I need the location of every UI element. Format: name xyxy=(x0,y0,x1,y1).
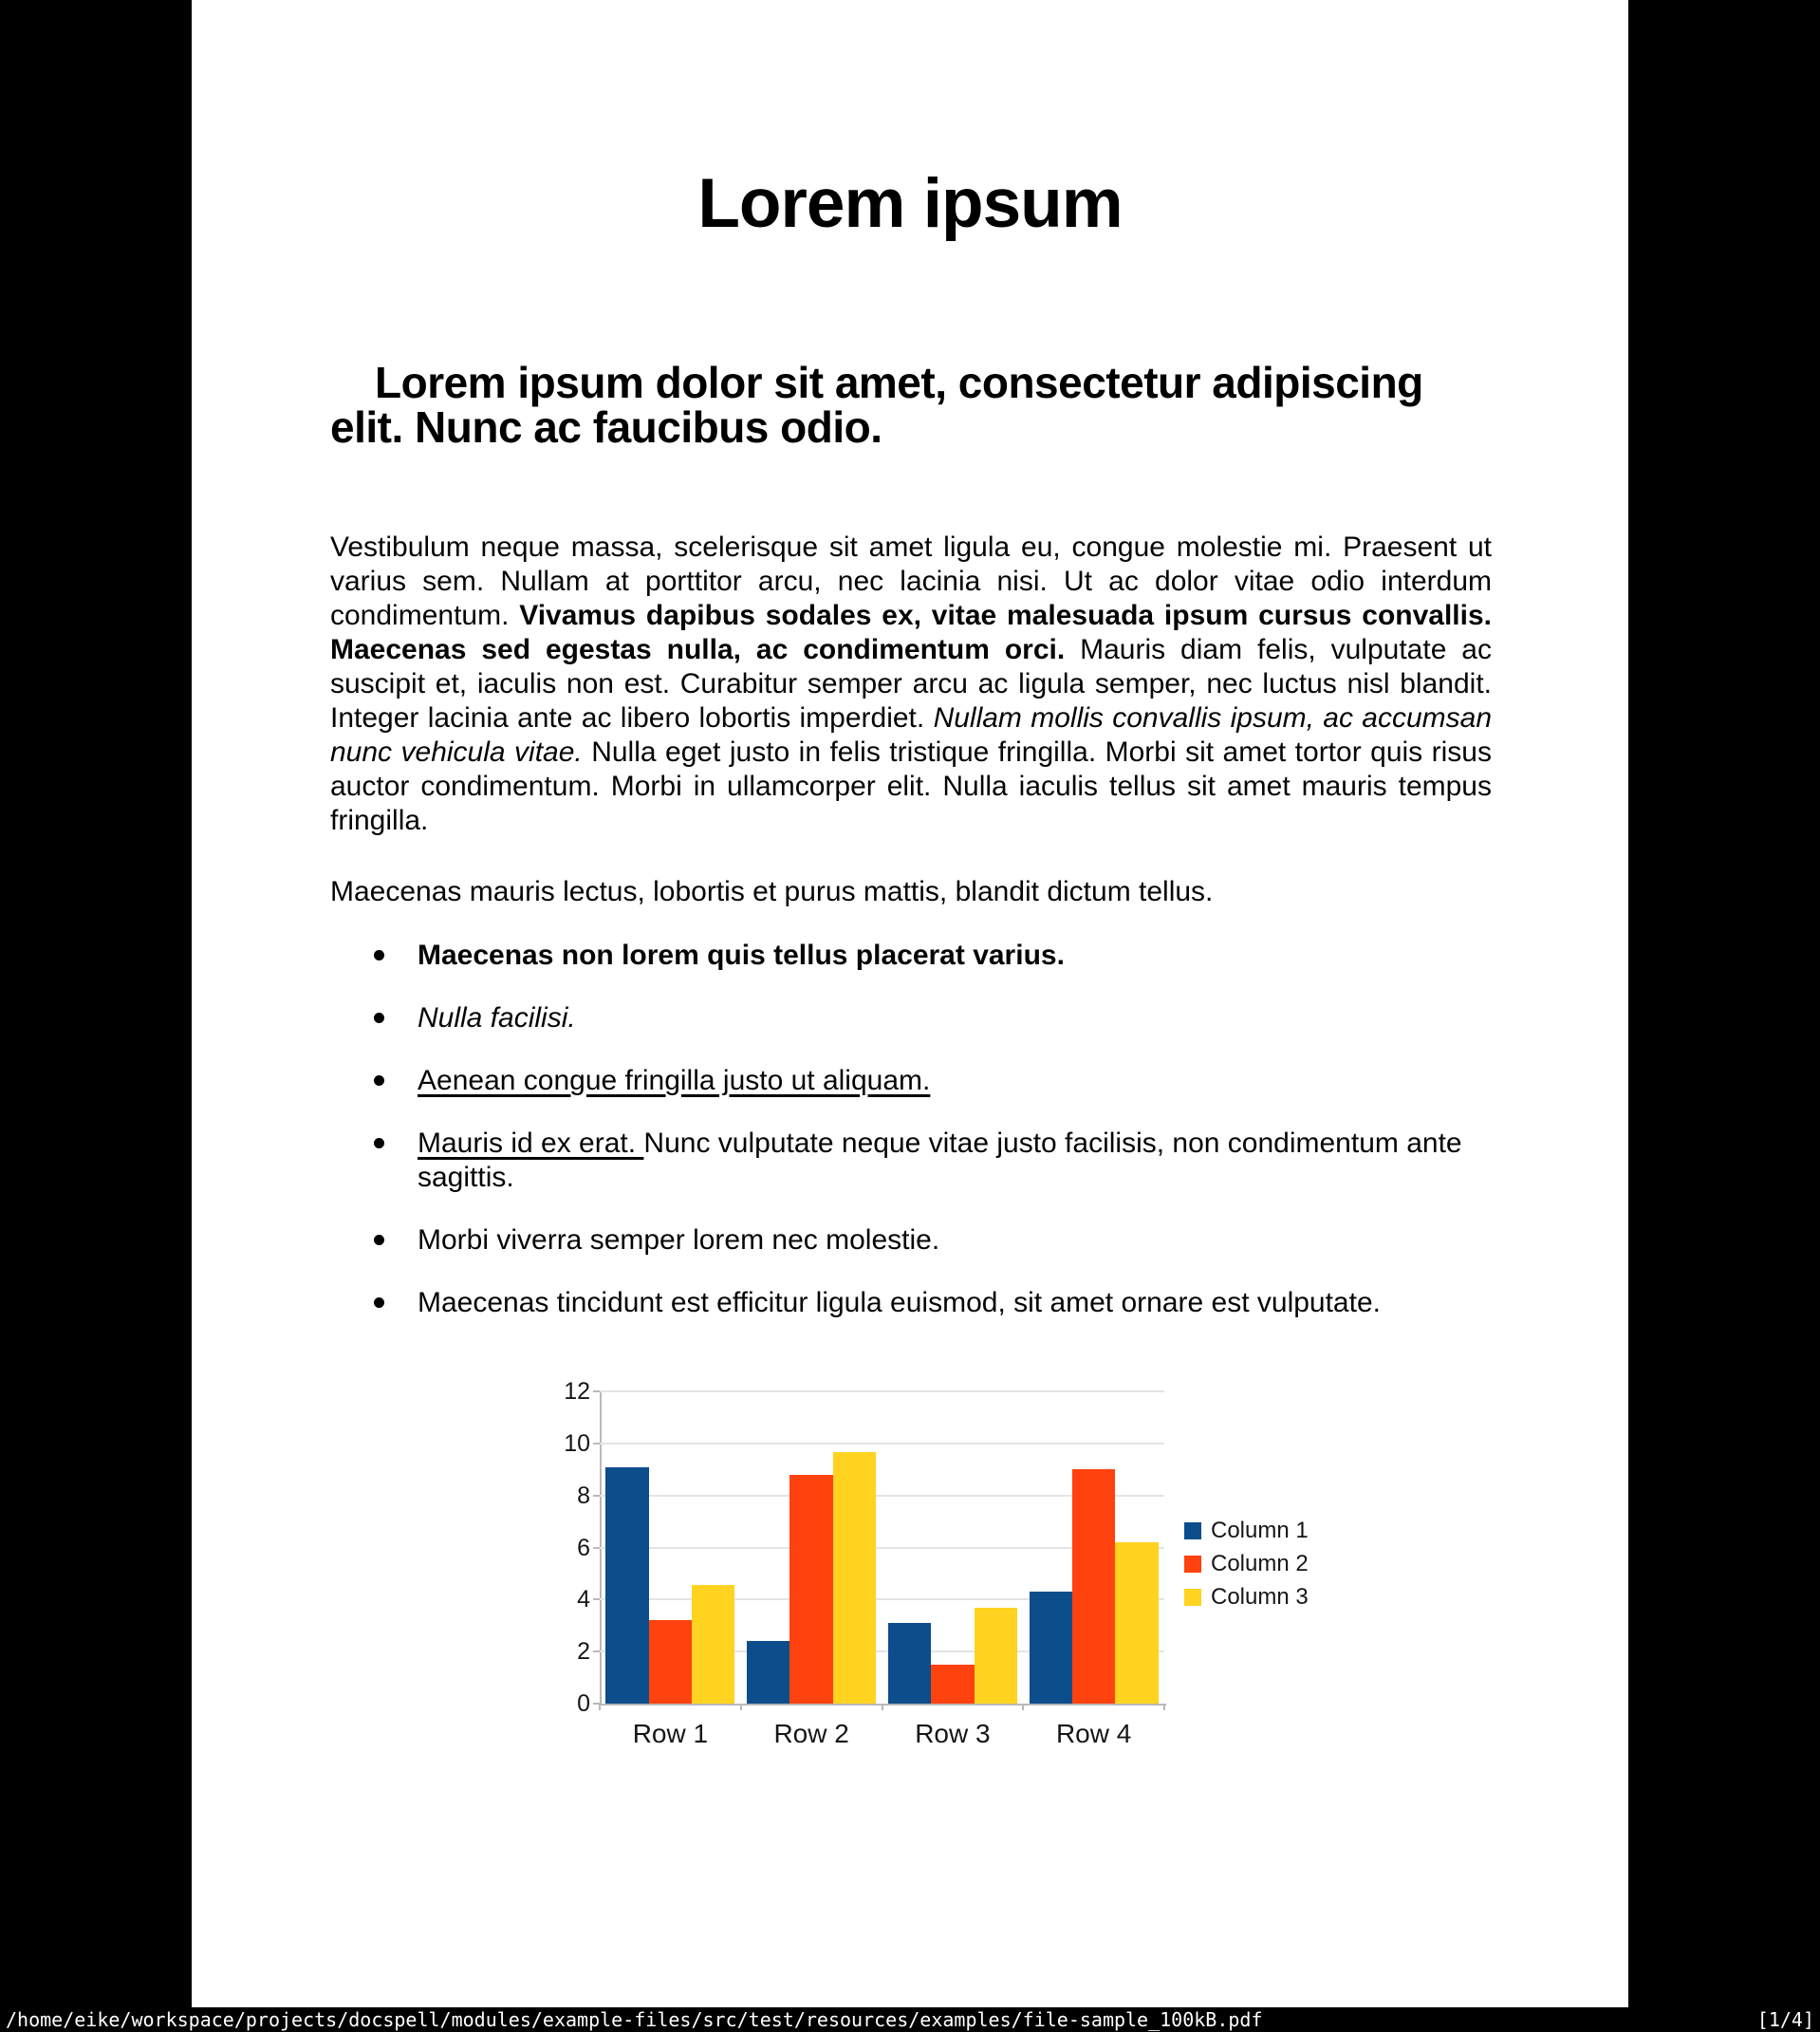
chart-bar xyxy=(1115,1542,1158,1704)
chart-x-tick xyxy=(1163,1704,1165,1710)
bullet-icon xyxy=(374,950,384,960)
bullet-icon xyxy=(374,1013,384,1023)
chart-bar xyxy=(692,1585,734,1704)
list-item xyxy=(330,1064,1492,1098)
chart-y-tick-label: 2 xyxy=(577,1638,590,1666)
paragraph-italic-text: Nullam mollis convallis ipsum, ac accumsan nunc vehicula vitae. xyxy=(330,702,1492,768)
chart-bar xyxy=(1030,1592,1072,1704)
body-paragraph-2: Maecenas mauris lectus, lobortis et purus mattis, blandit dictum tellus. xyxy=(330,876,1214,907)
bullet-icon xyxy=(374,1075,384,1086)
chart-y-tick xyxy=(593,1650,600,1652)
legend-swatch xyxy=(1184,1556,1201,1573)
chart-category-label: Row 1 xyxy=(632,1719,709,1748)
chart-category-label: Row 3 xyxy=(915,1719,991,1748)
legend-swatch xyxy=(1184,1522,1201,1539)
bullet-list xyxy=(330,939,1492,1349)
list-item xyxy=(330,1286,1492,1320)
chart-y-tick xyxy=(593,1547,600,1549)
paragraph-text: Vestibulum neque massa, scelerisque sit amet ligula eu, congue molestie mi. Praesent ut varius sem. Nullam at porttitor arcu, nec lacinia nisi. Ut ac dolor vitae odio interdum condimentum. xyxy=(330,531,1492,631)
paragraph-text: Mauris diam felis, vulputate ac suscipit et, iaculis non est. Curabitur semper arcu ac ligula semper, nec luctus nisl blandit. Integer lacinia ante ac libero lobortis imperdiet. xyxy=(330,634,1492,734)
chart-bar xyxy=(605,1467,648,1704)
chart-bar xyxy=(649,1620,692,1704)
chart-y-tick-label: 6 xyxy=(577,1534,590,1561)
chart-x-tick xyxy=(740,1704,742,1710)
chart-category-label: Row 2 xyxy=(773,1719,849,1748)
chart-bar xyxy=(747,1641,789,1704)
chart-gridline xyxy=(600,1390,1164,1392)
list-item xyxy=(330,939,1492,973)
chart-y-tick-label: 10 xyxy=(564,1429,590,1457)
chart-bar xyxy=(888,1623,931,1704)
list-item-text: Maecenas non lorem quis tellus placerat varius. xyxy=(418,940,1065,971)
chart-category-label: Row 4 xyxy=(1055,1719,1132,1748)
list-item-underlined-text: Mauris id ex erat. xyxy=(418,1128,644,1159)
statusbar-file-path: /home/eike/workspace/projects/docspell/modules/example-files/src/test/resources/examples/file-sample_100kB.pdf xyxy=(6,2008,1263,2031)
list-item-text: Aenean congue fringilla justo ut aliquam. xyxy=(418,1065,931,1096)
legend-label: Column 2 xyxy=(1211,1551,1309,1576)
chart-y-tick-label: 12 xyxy=(564,1378,590,1405)
legend-swatch xyxy=(1184,1589,1201,1606)
list-item-text: Nulla facilisi. xyxy=(418,1002,576,1034)
list-item-text: Morbi viverra semper lorem nec molestie. xyxy=(418,1224,940,1256)
legend-label: Column 3 xyxy=(1211,1584,1309,1610)
chart-bar xyxy=(1072,1469,1115,1704)
document-heading xyxy=(330,358,1507,452)
chart-y-tick xyxy=(593,1390,600,1392)
legend-label: Column 1 xyxy=(1211,1518,1309,1543)
bar-chart xyxy=(524,1367,1511,1822)
list-item-text: Maecenas tincidunt est efficitur ligula euismod, sit amet ornare est vulputate. xyxy=(418,1287,1381,1318)
list-item xyxy=(330,1001,1492,1035)
body-paragraph-1 xyxy=(330,531,1492,838)
bullet-icon xyxy=(374,1297,384,1308)
document-title: Lorem ipsum xyxy=(697,165,1123,242)
chart-x-tick xyxy=(1022,1704,1024,1710)
chart-y-tick-label: 8 xyxy=(577,1482,590,1509)
paragraph-text: Nulla eget justo in felis tristique fringilla. Morbi sit amet tortor quis risus auctor condimentum. Morbi in ullamcorper elit. Nulla iaculis tellus sit amet mauris tempus fringilla. xyxy=(330,736,1492,836)
paragraph-bold-text: Vivamus dapibus sodales ex, vitae malesuada ipsum cursus convallis. Maecenas sed egestas nulla, ac condimentum orci. xyxy=(330,600,1492,665)
chart-x-tick xyxy=(599,1704,601,1710)
statusbar-page-indicator: [1/4] xyxy=(1756,2008,1814,2031)
statusbar xyxy=(0,2007,1820,2032)
bullet-icon xyxy=(374,1235,384,1245)
chart-y-tick xyxy=(593,1495,600,1497)
chart-bar xyxy=(975,1608,1017,1704)
list-item-text: Nunc vulputate neque vitae justo facilisis, non condimentum ante sagittis. xyxy=(418,1128,1462,1193)
chart-gridline xyxy=(600,1443,1164,1445)
list-item xyxy=(330,1223,1492,1258)
bullet-icon xyxy=(374,1138,384,1148)
chart-y-tick-label: 0 xyxy=(577,1690,590,1717)
document-page[interactable] xyxy=(192,0,1628,2007)
chart-bar xyxy=(833,1452,876,1704)
chart-bar xyxy=(931,1665,974,1704)
chart-bar xyxy=(789,1475,832,1704)
heading-line-2: elit. Nunc ac faucibus odio. xyxy=(330,402,882,452)
chart-y-tick-label: 4 xyxy=(577,1586,590,1613)
chart-y-tick xyxy=(593,1443,600,1445)
chart-x-tick xyxy=(882,1704,883,1710)
heading-line-1: Lorem ipsum dolor sit amet, consectetur adipiscing xyxy=(375,358,1423,407)
chart-y-tick xyxy=(593,1598,600,1600)
list-item xyxy=(330,1127,1492,1195)
